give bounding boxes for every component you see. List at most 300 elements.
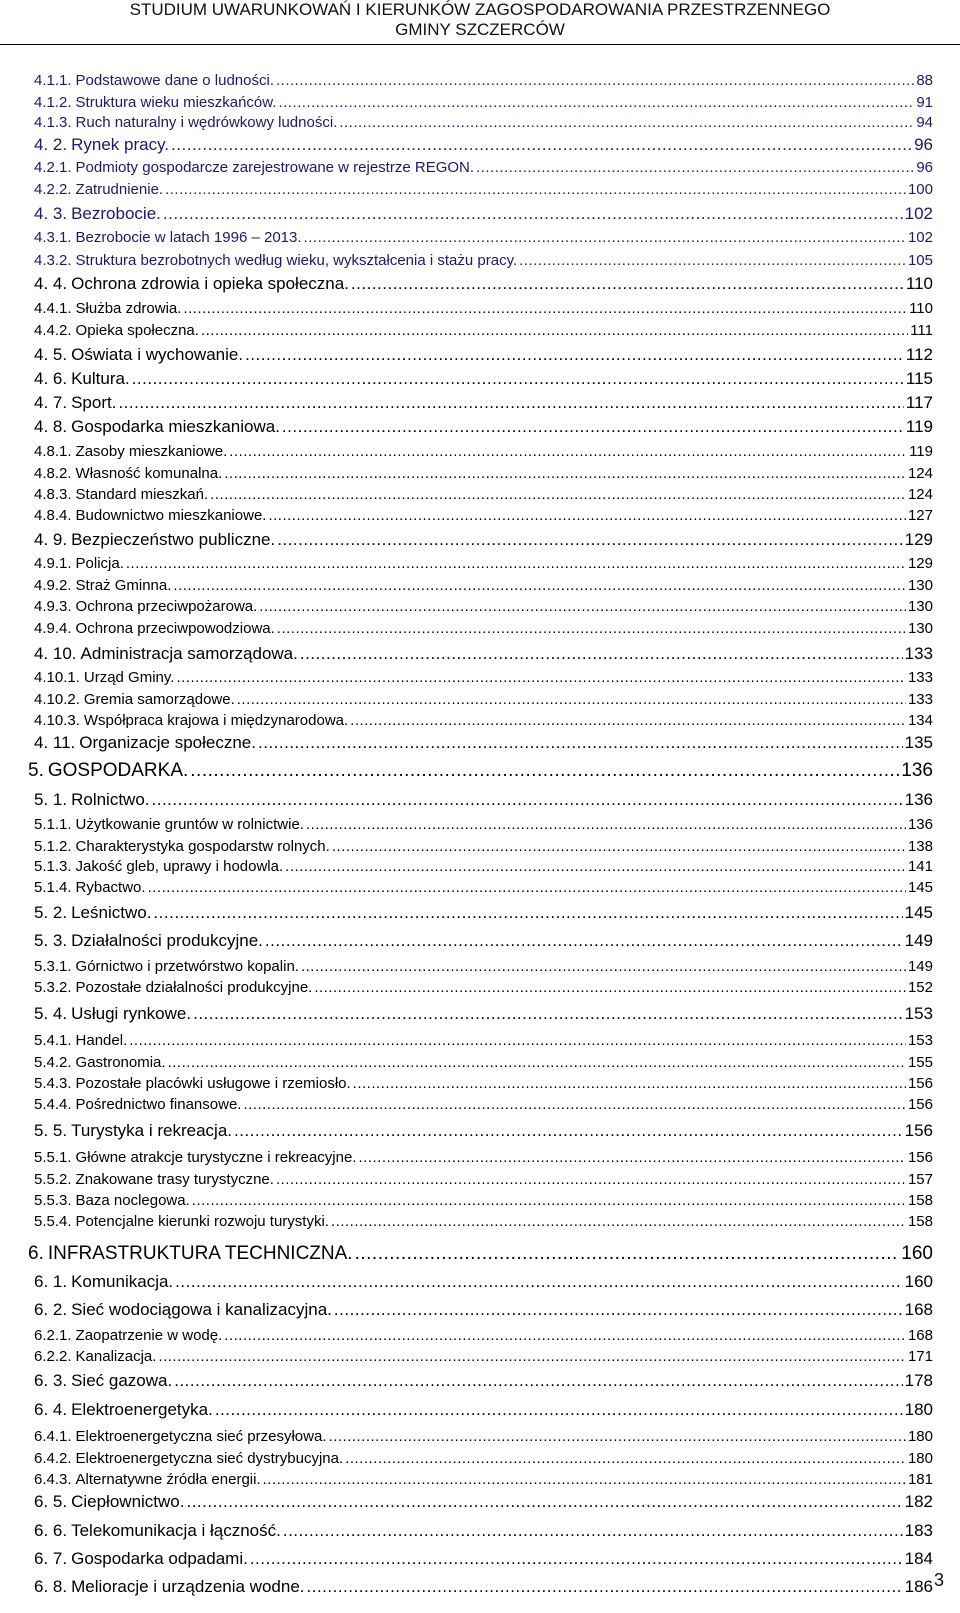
toc-dot-leader bbox=[268, 507, 906, 524]
toc-entry-number: 6.4.1. bbox=[34, 1428, 72, 1445]
toc-entry-title: Sieć gazowa. bbox=[71, 1371, 173, 1390]
toc-entry-page: 100 bbox=[907, 181, 933, 198]
toc-entry[interactable] bbox=[34, 1032, 933, 1049]
toc-entry[interactable] bbox=[34, 274, 933, 294]
toc-entry-title: Bezpieczeństwo publiczne. bbox=[71, 530, 276, 549]
toc-entry-page: 182 bbox=[904, 1492, 933, 1511]
toc-entry-page: 156 bbox=[907, 1149, 933, 1166]
toc-entry-page: 160 bbox=[904, 1272, 933, 1291]
toc-entry-title: Współpraca krajowa i międzynarodowa. bbox=[83, 712, 349, 729]
toc-entry-title: Podstawowe dane o ludności. bbox=[75, 72, 274, 89]
toc-dot-leader bbox=[285, 858, 906, 875]
toc-entry[interactable] bbox=[34, 1492, 933, 1512]
toc-entry-page: 184 bbox=[904, 1549, 933, 1568]
toc-entry-number: 6.4.2. bbox=[34, 1450, 72, 1467]
toc-entry[interactable] bbox=[34, 345, 933, 365]
toc-entry-number: 6. 4. bbox=[34, 1400, 68, 1419]
toc-entry-number: 5.1.2. bbox=[34, 838, 72, 855]
toc-dot-leader bbox=[183, 300, 907, 317]
toc-dot-leader bbox=[243, 1096, 906, 1113]
toc-dot-leader bbox=[234, 1121, 903, 1141]
toc-dot-leader bbox=[165, 181, 906, 198]
toc-entry-number: 6. 1. bbox=[34, 1272, 68, 1291]
toc-entry-page: 156 bbox=[907, 1096, 933, 1113]
toc-entry-page: 134 bbox=[907, 712, 933, 729]
toc-entry-title: Struktura wieku mieszkańców. bbox=[75, 94, 277, 111]
toc-dot-leader bbox=[163, 204, 903, 224]
toc-entry[interactable] bbox=[34, 1428, 933, 1445]
toc-entry[interactable] bbox=[34, 858, 933, 875]
toc-entry-title: Oświata i wychowanie. bbox=[71, 345, 244, 364]
toc-entry-title: Melioracje i urządzenia wodne. bbox=[71, 1577, 305, 1596]
toc-entry[interactable] bbox=[34, 931, 933, 951]
toc-entry-title: Handel. bbox=[75, 1032, 128, 1049]
toc-dot-leader bbox=[171, 135, 912, 155]
toc-entry-title: Alternatywne źródła energii. bbox=[75, 1471, 261, 1488]
toc-entry[interactable] bbox=[34, 114, 933, 131]
toc-entry-number: 5. 1. bbox=[34, 790, 68, 809]
toc-entry-number: 4.3.2. bbox=[34, 252, 72, 269]
toc-entry-page: 91 bbox=[916, 94, 933, 111]
toc-dot-leader bbox=[224, 465, 906, 482]
toc-dot-leader bbox=[265, 931, 903, 951]
toc-entry-title: Ciepłownictwo. bbox=[71, 1492, 185, 1511]
toc-entry-title: Bezrobocie w latach 1996 – 2013. bbox=[75, 229, 302, 246]
toc-dot-leader bbox=[229, 443, 907, 460]
toc-entry-title: Służba zdrowia. bbox=[75, 300, 182, 317]
toc-dot-leader bbox=[158, 1348, 906, 1365]
toc-entry-title: Rybactwo. bbox=[75, 879, 146, 896]
toc-entry-page: 129 bbox=[904, 530, 933, 549]
toc-entry-page: 149 bbox=[907, 958, 933, 975]
toc-entry-page: 127 bbox=[907, 507, 933, 524]
toc-dot-leader bbox=[190, 760, 899, 782]
toc-entry-title: Elektroenergetyczna sieć przesyłowa. bbox=[75, 1428, 327, 1445]
toc-entry[interactable] bbox=[34, 577, 933, 594]
toc-entry-page: 156 bbox=[904, 1121, 933, 1140]
toc-entry[interactable] bbox=[34, 94, 933, 111]
toc-entry-number: 4.4.1. bbox=[34, 300, 72, 317]
toc-entry[interactable] bbox=[34, 1327, 933, 1344]
toc-entry[interactable] bbox=[34, 1075, 933, 1092]
toc-entry[interactable] bbox=[34, 555, 933, 572]
toc-entry[interactable] bbox=[34, 1096, 933, 1113]
toc-dot-leader bbox=[339, 114, 914, 131]
toc-dot-leader bbox=[314, 979, 906, 996]
toc-entry[interactable] bbox=[34, 1171, 933, 1188]
toc-entry-number: 4. 3. bbox=[34, 204, 68, 223]
toc-entry-number: 4.2.1. bbox=[34, 159, 72, 176]
toc-entry-page: 115 bbox=[905, 369, 933, 388]
toc-dot-leader bbox=[278, 94, 914, 111]
toc-entry-number: 4. 7. bbox=[34, 393, 68, 412]
toc-entry-title: Użytkowanie gruntów w rolnictwie. bbox=[75, 816, 304, 833]
toc-entry-page: 96 bbox=[916, 159, 933, 176]
toc-entry-page: 133 bbox=[907, 669, 933, 686]
toc-entry[interactable] bbox=[34, 1549, 933, 1569]
toc-entry-page: 156 bbox=[907, 1075, 933, 1092]
page-header bbox=[0, 0, 960, 45]
toc-entry-number: 5. 3. bbox=[34, 931, 68, 950]
toc-entry-number: 5. 4. bbox=[34, 1004, 68, 1023]
toc-entry-title: Ochrona zdrowia i opieka społeczna. bbox=[71, 274, 349, 293]
toc-entry-page: 129 bbox=[907, 555, 933, 572]
toc-dot-leader bbox=[192, 1192, 906, 1209]
toc-entry-title: Pozostałe placówki usługowe i rzemiosło. bbox=[75, 1075, 351, 1092]
toc-entry[interactable] bbox=[34, 1577, 933, 1597]
toc-entry-page: 88 bbox=[916, 72, 933, 89]
toc-entry[interactable] bbox=[28, 1243, 933, 1265]
toc-entry-number: 4.4.2. bbox=[34, 322, 72, 339]
toc-dot-leader bbox=[186, 1492, 902, 1512]
toc-entry-page: 160 bbox=[901, 1243, 933, 1264]
toc-entry-number: 4.9.1. bbox=[34, 555, 72, 572]
toc-entry-number: 4.8.4. bbox=[34, 507, 72, 524]
toc-entry-title: Baza noclegowa. bbox=[75, 1192, 190, 1209]
toc-dot-leader bbox=[334, 1300, 903, 1320]
toc-entry[interactable] bbox=[34, 903, 933, 923]
toc-dot-leader bbox=[353, 1075, 906, 1092]
toc-entry-number: 5.4.1. bbox=[34, 1032, 72, 1049]
toc-entry-title: Turystyka i rekreacja. bbox=[71, 1121, 233, 1140]
toc-entry-number: 4. 9. bbox=[34, 530, 68, 549]
toc-entry-title: Standard mieszkań. bbox=[75, 486, 209, 503]
toc-dot-leader bbox=[118, 393, 903, 413]
header-title-line-1: STUDIUM UWARUNKOWAŃ I KIERUNKÓW ZAGOSPODAROWANIA PRZESTRZENNEGO bbox=[129, 0, 831, 19]
toc-dot-leader bbox=[331, 1213, 906, 1230]
toc-entry[interactable] bbox=[34, 229, 933, 246]
toc-entry-page: 145 bbox=[904, 903, 933, 922]
toc-entry[interactable] bbox=[34, 1272, 933, 1292]
toc-entry-number: 4.9.2. bbox=[34, 577, 72, 594]
toc-entry-number: 5.5.2. bbox=[34, 1171, 72, 1188]
toc-entry-title: Potencjalne kierunki rozwoju turystyki. bbox=[75, 1213, 329, 1230]
toc-dot-leader bbox=[332, 838, 906, 855]
toc-entry[interactable] bbox=[34, 1371, 933, 1391]
toc-entry[interactable] bbox=[34, 691, 933, 708]
toc-entry-number: 4.1.1. bbox=[34, 72, 72, 89]
toc-entry-number: 5.5.3. bbox=[34, 1192, 72, 1209]
toc-entry[interactable] bbox=[34, 598, 933, 615]
toc-entry[interactable] bbox=[34, 958, 933, 975]
toc-entry[interactable] bbox=[34, 644, 933, 664]
toc-entry-number: 6. 5. bbox=[34, 1492, 68, 1511]
toc-entry-page: 180 bbox=[907, 1428, 933, 1445]
toc-entry-page: 119 bbox=[905, 417, 933, 436]
toc-entry[interactable] bbox=[34, 1121, 933, 1141]
toc-entry[interactable] bbox=[34, 1054, 933, 1071]
toc-entry-page: 155 bbox=[907, 1054, 933, 1071]
toc-entry-page: 158 bbox=[907, 1192, 933, 1209]
toc-entry-page: 133 bbox=[907, 691, 933, 708]
toc-entry[interactable] bbox=[28, 760, 933, 782]
toc-entry-page: 94 bbox=[916, 114, 933, 131]
toc-entry-number: 6. bbox=[28, 1243, 44, 1264]
toc-dot-leader bbox=[173, 577, 906, 594]
toc-dot-leader bbox=[263, 1471, 906, 1488]
toc-entry-number: 6. 6. bbox=[34, 1521, 68, 1540]
toc-entry-page: 130 bbox=[907, 577, 933, 594]
toc-entry-number: 6.2.1. bbox=[34, 1327, 72, 1344]
toc-entry-page: 130 bbox=[907, 620, 933, 637]
toc-entry-page: 130 bbox=[907, 598, 933, 615]
toc-entry-number: 4. 10. bbox=[34, 644, 77, 663]
toc-dot-leader bbox=[176, 669, 906, 686]
toc-entry[interactable] bbox=[34, 322, 933, 339]
toc-entry-title: Budownictwo mieszkaniowe. bbox=[75, 507, 267, 524]
toc-entry-title: Jakość gleb, uprawy i hodowla. bbox=[75, 858, 284, 875]
toc-dot-leader bbox=[283, 1521, 903, 1541]
toc-entry[interactable] bbox=[34, 252, 933, 269]
toc-entry[interactable] bbox=[34, 417, 933, 437]
toc-entry[interactable] bbox=[34, 1192, 933, 1209]
toc-dot-leader bbox=[129, 1032, 906, 1049]
toc-entry-title: Ochrona przeciwpożarowa. bbox=[75, 598, 258, 615]
toc-entry[interactable] bbox=[34, 1521, 933, 1541]
toc-entry-title: Sport. bbox=[71, 393, 117, 412]
toc-entry-page: 112 bbox=[905, 345, 933, 364]
toc-entry-page: 110 bbox=[909, 300, 933, 317]
toc-entry[interactable] bbox=[34, 1450, 933, 1467]
toc-entry[interactable] bbox=[34, 790, 933, 810]
toc-entry-title: Straż Gminna. bbox=[75, 577, 172, 594]
toc-entry[interactable] bbox=[34, 159, 933, 176]
toc-entry[interactable] bbox=[34, 369, 933, 389]
toc-entry-page: 124 bbox=[907, 465, 933, 482]
toc-dot-leader bbox=[350, 712, 906, 729]
toc-entry-page: 136 bbox=[904, 790, 933, 809]
toc-dot-leader bbox=[126, 555, 906, 572]
toc-entry[interactable] bbox=[34, 1213, 933, 1230]
toc-entry-number: 4.8.3. bbox=[34, 486, 72, 503]
toc-entry-title: Pośrednictwo finansowe. bbox=[75, 1096, 242, 1113]
toc-entry-title: Elektroenergetyka. bbox=[71, 1400, 213, 1419]
toc-entry-page: 186 bbox=[904, 1577, 933, 1596]
toc-dot-leader bbox=[304, 229, 906, 246]
toc-dot-leader bbox=[148, 879, 906, 896]
toc-entry-title: Usługi rynkowe. bbox=[71, 1004, 192, 1023]
toc-dot-leader bbox=[277, 620, 906, 637]
toc-dot-leader bbox=[328, 1428, 905, 1445]
toc-entry-page: 96 bbox=[914, 135, 933, 154]
toc-entry-title: Charakterystyka gospodarstw rolnych. bbox=[75, 838, 330, 855]
toc-entry[interactable] bbox=[34, 486, 933, 503]
toc-entry-page: 181 bbox=[907, 1471, 933, 1488]
toc-entry[interactable] bbox=[34, 300, 933, 317]
toc-entry-page: 168 bbox=[904, 1300, 933, 1319]
toc-entry-title: Rynek pracy. bbox=[71, 135, 170, 154]
toc-entry-page: 149 bbox=[904, 931, 933, 950]
toc-entry-title: Bezrobocie. bbox=[71, 204, 161, 223]
toc-entry-title: Ruch naturalny i wędrówkowy ludności. bbox=[75, 114, 338, 131]
toc-dot-leader bbox=[276, 1171, 906, 1188]
toc-entry-title: Ochrona przeciwpowodziowa. bbox=[75, 620, 275, 637]
toc-entry-page: 153 bbox=[904, 1004, 933, 1023]
toc-dot-leader bbox=[237, 691, 906, 708]
toc-entry[interactable] bbox=[34, 443, 933, 460]
toc-entry-number: 5.1.1. bbox=[34, 816, 72, 833]
toc-dot-leader bbox=[153, 903, 902, 923]
toc-entry-page: 157 bbox=[907, 1171, 933, 1188]
toc-entry-title: Górnictwo i przetwórstwo kopalin. bbox=[75, 958, 299, 975]
toc-entry[interactable] bbox=[34, 1400, 933, 1420]
toc-entry-number: 5.5.1. bbox=[34, 1149, 72, 1166]
toc-entry[interactable] bbox=[34, 204, 933, 224]
toc-entry[interactable] bbox=[34, 1348, 933, 1365]
toc-entry[interactable] bbox=[34, 712, 933, 729]
toc-dot-leader bbox=[152, 790, 903, 810]
toc-dot-leader bbox=[201, 322, 908, 339]
toc-entry-number: 5.4.4. bbox=[34, 1096, 72, 1113]
toc-entry-number: 4.8.1. bbox=[34, 443, 72, 460]
toc-entry-number: 5.1.3. bbox=[34, 858, 72, 875]
toc-entry-title: Działalności produkcyjne. bbox=[71, 931, 263, 950]
toc-entry-number: 4. 8. bbox=[34, 417, 68, 436]
toc-entry-page: 141 bbox=[907, 858, 933, 875]
toc-entry-number: 5. bbox=[28, 760, 44, 781]
toc-entry-title: Znakowane trasy turystyczne. bbox=[75, 1171, 274, 1188]
toc-entry-number: 6. 3. bbox=[34, 1371, 68, 1390]
toc-entry-page: 168 bbox=[907, 1327, 933, 1344]
toc-entry-number: 4.10.3. bbox=[34, 712, 80, 729]
toc-dot-leader bbox=[355, 1243, 900, 1265]
toc-dot-leader bbox=[306, 816, 906, 833]
toc-entry-page: 145 bbox=[907, 879, 933, 896]
toc-entry-page: 152 bbox=[907, 979, 933, 996]
toc-entry-title: Zaopatrzenie w wodę. bbox=[75, 1327, 223, 1344]
toc-entry-page: 102 bbox=[904, 204, 933, 223]
toc-entry-title: Rolnictwo. bbox=[71, 790, 150, 809]
toc-entry[interactable] bbox=[34, 1471, 933, 1488]
toc-entry-title: Własność komunalna. bbox=[75, 465, 223, 482]
toc-entry-title: Główne atrakcje turystyczne i rekreacyjne. bbox=[75, 1149, 357, 1166]
toc-dot-leader bbox=[215, 1400, 903, 1420]
toc-entry-number: 5.3.1. bbox=[34, 958, 72, 975]
toc-dot-leader bbox=[345, 1450, 906, 1467]
toc-entry[interactable] bbox=[34, 465, 933, 482]
toc-dot-leader bbox=[282, 417, 904, 437]
toc-entry-number: 4.2.2. bbox=[34, 181, 72, 198]
toc-dot-leader bbox=[210, 486, 906, 503]
toc-dot-leader bbox=[301, 958, 906, 975]
toc-entry-title: Urząd Gminy. bbox=[83, 669, 175, 686]
toc-dot-leader bbox=[351, 274, 904, 294]
toc-entry-title: Gastronomia. bbox=[75, 1054, 166, 1071]
toc-entry[interactable] bbox=[34, 879, 933, 896]
toc-entry[interactable] bbox=[34, 733, 933, 753]
toc-entry-number: 4.1.3. bbox=[34, 114, 72, 131]
toc-entry-number: 4.3.1. bbox=[34, 229, 72, 246]
toc-entry[interactable] bbox=[34, 135, 933, 155]
toc-entry-page: 183 bbox=[904, 1521, 933, 1540]
header-title-line-2: GMINY SZCZERCÓW bbox=[395, 20, 565, 39]
toc-entry-title: Administracja samorządowa. bbox=[80, 644, 298, 663]
toc-entry-number: 4. 4. bbox=[34, 274, 68, 293]
toc-entry[interactable] bbox=[34, 838, 933, 855]
toc-entry-number: 6. 7. bbox=[34, 1549, 68, 1568]
toc-entry-number: 4.1.2. bbox=[34, 94, 72, 111]
toc-entry-page: 158 bbox=[907, 1213, 933, 1230]
toc-entry-number: 5. 5. bbox=[34, 1121, 68, 1140]
toc-dot-leader bbox=[132, 369, 904, 389]
toc-entry[interactable] bbox=[34, 72, 933, 89]
toc-entry-number: 5.4.3. bbox=[34, 1075, 72, 1092]
toc-entry-page: 111 bbox=[910, 322, 933, 339]
toc-entry-number: 6. 8. bbox=[34, 1577, 68, 1596]
toc-entry-number: 4.9.4. bbox=[34, 620, 72, 637]
toc-entry-title: Gremia samorządowe. bbox=[83, 691, 235, 708]
toc-entry-number: 5. 2. bbox=[34, 903, 68, 922]
toc-entry[interactable] bbox=[34, 620, 933, 637]
toc-entry-title: Elektroenergetyczna sieć dystrybucyjna. bbox=[75, 1450, 344, 1467]
toc-entry-page: 119 bbox=[909, 443, 933, 460]
toc-entry[interactable] bbox=[34, 530, 933, 550]
toc-entry-title: INFRASTRUKTURA TECHNICZNA. bbox=[47, 1243, 353, 1264]
toc-entry-title: Gospodarka odpadami. bbox=[71, 1549, 248, 1568]
toc-entry-number: 4.10.2. bbox=[34, 691, 80, 708]
toc-entry-number: 5.5.4. bbox=[34, 1213, 72, 1230]
toc-entry[interactable] bbox=[34, 669, 933, 686]
toc-dot-leader bbox=[519, 252, 906, 269]
toc-entry-number: 4.10.1. bbox=[34, 669, 80, 686]
toc-dot-leader bbox=[175, 1272, 902, 1292]
toc-entry[interactable] bbox=[34, 816, 933, 833]
toc-entry[interactable] bbox=[34, 1300, 933, 1320]
toc-entry-page: 180 bbox=[907, 1450, 933, 1467]
toc-dot-leader bbox=[476, 159, 914, 176]
toc-entry-title: Zasoby mieszkaniowe. bbox=[75, 443, 228, 460]
toc-entry-title: Zatrudnienie. bbox=[75, 181, 164, 198]
toc-entry-title: GOSPODARKA. bbox=[47, 760, 189, 781]
toc-entry-page: 110 bbox=[905, 274, 933, 293]
page-number: 3 bbox=[933, 1570, 944, 1590]
toc-entry-number: 4. 5. bbox=[34, 345, 68, 364]
toc-dot-leader bbox=[276, 72, 914, 89]
toc-dot-leader bbox=[193, 1004, 903, 1024]
toc-entry[interactable] bbox=[34, 393, 933, 413]
toc-entry-title: Gospodarka mieszkaniowa. bbox=[71, 417, 280, 436]
toc-entry-number: 4.9.3. bbox=[34, 598, 72, 615]
toc-entry[interactable] bbox=[34, 1004, 933, 1024]
toc-entry-page: 135 bbox=[904, 733, 933, 752]
toc-entry[interactable] bbox=[34, 1149, 933, 1166]
toc-entry-page: 178 bbox=[904, 1371, 933, 1390]
toc-entry-number: 4. 6. bbox=[34, 369, 68, 388]
toc-entry-number: 5.1.4. bbox=[34, 879, 72, 896]
toc-entry[interactable] bbox=[34, 181, 933, 198]
toc-dot-leader bbox=[258, 733, 903, 753]
toc-entry-page: 153 bbox=[907, 1032, 933, 1049]
toc-entry[interactable] bbox=[34, 979, 933, 996]
toc-dot-leader bbox=[277, 530, 902, 550]
toc-entry-title: Policja. bbox=[75, 555, 124, 572]
toc-entry-title: Kultura. bbox=[71, 369, 130, 388]
toc-entry-page: 124 bbox=[907, 486, 933, 503]
toc-entry-number: 6. 2. bbox=[34, 1300, 68, 1319]
toc-entry-page: 136 bbox=[907, 816, 933, 833]
toc-dot-leader bbox=[259, 598, 906, 615]
toc-entry[interactable] bbox=[34, 507, 933, 524]
toc-entry-number: 5.3.2. bbox=[34, 979, 72, 996]
toc-entry-number: 6.4.3. bbox=[34, 1471, 72, 1488]
toc-dot-leader bbox=[174, 1371, 902, 1391]
toc-entry-title: Telekomunikacja i łączność. bbox=[71, 1521, 281, 1540]
toc-entry-page: 105 bbox=[907, 252, 933, 269]
toc-dot-leader bbox=[358, 1149, 905, 1166]
toc-entry-title: Podmioty gospodarcze zarejestrowane w rejestrze REGON. bbox=[75, 159, 475, 176]
toc-entry-number: 5.4.2. bbox=[34, 1054, 72, 1071]
toc-dot-leader bbox=[168, 1054, 906, 1071]
